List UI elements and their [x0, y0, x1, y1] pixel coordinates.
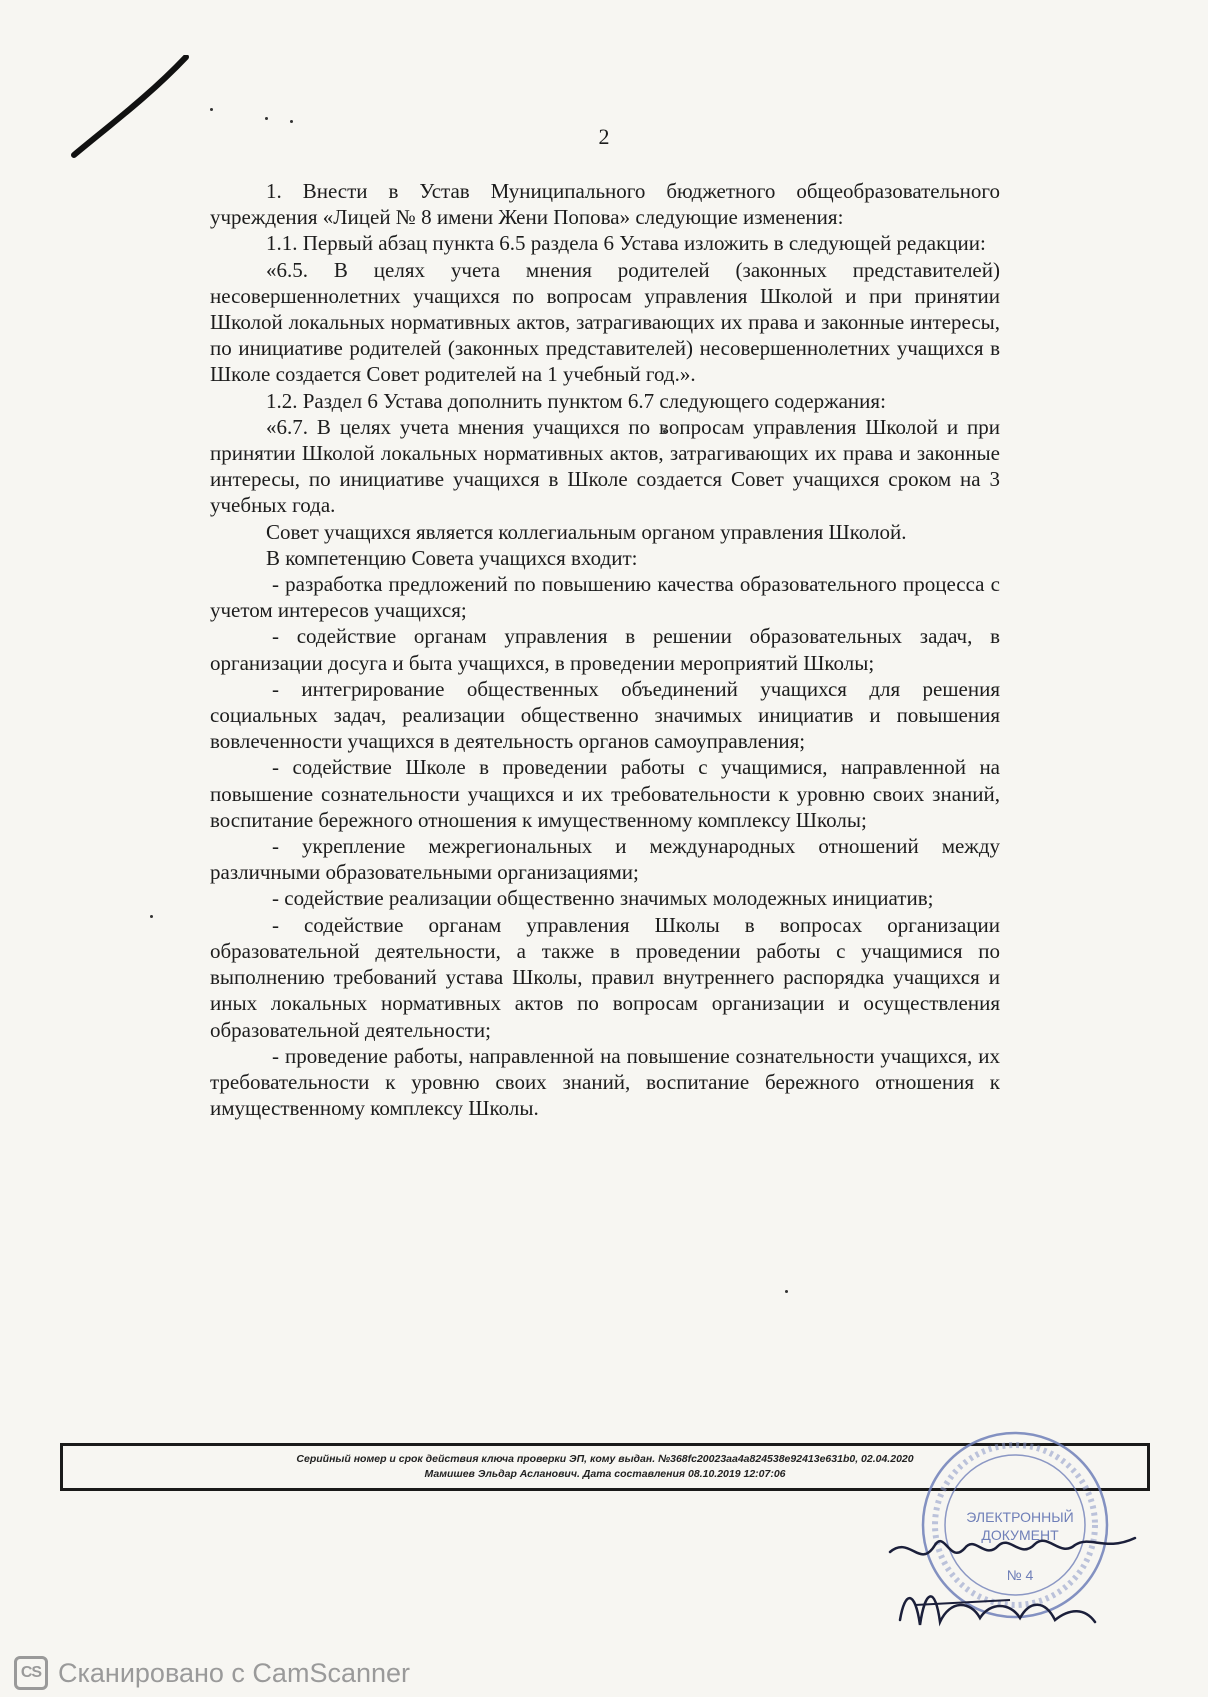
- stamp-number: № 4: [1006, 1567, 1034, 1583]
- list-item: - содействие органам управления в решении образовательных задач, в организации досуга и быта учащихся, в проведении мероприятий Школы;: [210, 624, 1000, 675]
- signature-owner-info: Мамишев Эльдар Асланович. Дата составления 08.10.2019 12:07:06: [424, 1468, 786, 1480]
- scan-speck: [150, 915, 153, 918]
- list-item: - содействие органам управления Школы в вопросах организации образовательной деятельности, а также в проведении работы с учащимися по выполнению требований устава Школы, правил внутреннего распорядка учащихся и иных локальных нормативных актов по вопросам организации и осуществления образовательной деятельности;: [210, 912, 1000, 1042]
- scan-speck: [785, 1290, 788, 1293]
- paragraph: 1.2. Раздел 6 Устава дополнить пунктом 6.7 следующего содержания:: [266, 388, 886, 413]
- paragraph: Совет учащихся является коллегиальным органом управления Школой.: [266, 519, 907, 544]
- paragraph: «6.5. В целях учета мнения родителей (законных представителей) несовершеннолетних учащихся по вопросам управления Школой и при принятии Школой локальных нормативных актов, затрагивающих их права и законные интересы, по инициативе родителей (законных представителей) несовершеннолетних учащихся в Школе создается Совет родителей на 1 учебный год.».: [210, 257, 1000, 387]
- list-item: - интегрирование общественных объединений учащихся для решения социальных задач, реализации общественно значимых инициатив и повышения вовлеченности учащихся в деятельность органов самоуправления;: [210, 676, 1000, 754]
- paragraph: 1.1. Первый абзац пункта 6.5 раздела 6 Устава изложить в следующей редакции:: [266, 231, 986, 256]
- watermark-text: Сканировано с CamScanner: [58, 1657, 411, 1688]
- list-item: - содействие Школе в проведении работы с учащимися, направленной на повышение сознательности учащихся и их требовательности к уровню своих знаний, воспитание бережного отношения к имущественному комплексу Школы;: [210, 755, 1000, 832]
- scan-speck: [265, 117, 268, 120]
- paragraph: «6.7. В целях учета мнения учащихся по вопросам управления Школой и при принятии Школой локальных нормативных актов, затрагивающих их права и законные интересы, по инициативе учащихся в Школе создается Совет учащихся сроком на 3 учебных года.: [210, 414, 1000, 518]
- handwritten-signature: [880, 1530, 1140, 1650]
- list-item: - разработка предложений по повышению качества образовательного процесса с учетом интересов учащихся;: [210, 572, 1000, 623]
- paragraph: 1. Внести в Устав Муниципального бюджетного общеобразовательного учреждения «Лицей № 8 имени Жени Попова» следующие изменения:: [210, 179, 1000, 230]
- camscanner-logo-icon: CS: [14, 1656, 48, 1690]
- document-body: [210, 178, 1000, 1121]
- page-number: 2: [598, 124, 610, 149]
- scan-speck: [290, 120, 293, 123]
- stamp-title: ЭЛЕКТРОННЫЙ ДОКУМЕНТ: [966, 1509, 1074, 1543]
- paragraph: В компетенцию Совета учащихся входит:: [266, 545, 638, 570]
- signature-key-info: Серийный номер и срок действия ключа проверки ЭП, кому выдан. №368fc20023aa4a824538e92413e631b0, 02.04.2020: [296, 1453, 914, 1465]
- camscanner-watermark: [14, 1655, 410, 1691]
- list-item: - проведение работы, направленной на повышение сознательности учащихся, их требовательности к уровню своих знаний, воспитание бережного отношения к имущественному комплексу Школы.: [210, 1043, 1000, 1121]
- list-item: - содействие реализации общественно значимых молодежных инициатив;: [272, 886, 934, 911]
- scan-speck: [210, 108, 213, 111]
- pen-stroke-mark: [70, 55, 210, 175]
- list-item: - укрепление межрегиональных и международных отношений между различными образовательными организациями;: [210, 834, 1000, 885]
